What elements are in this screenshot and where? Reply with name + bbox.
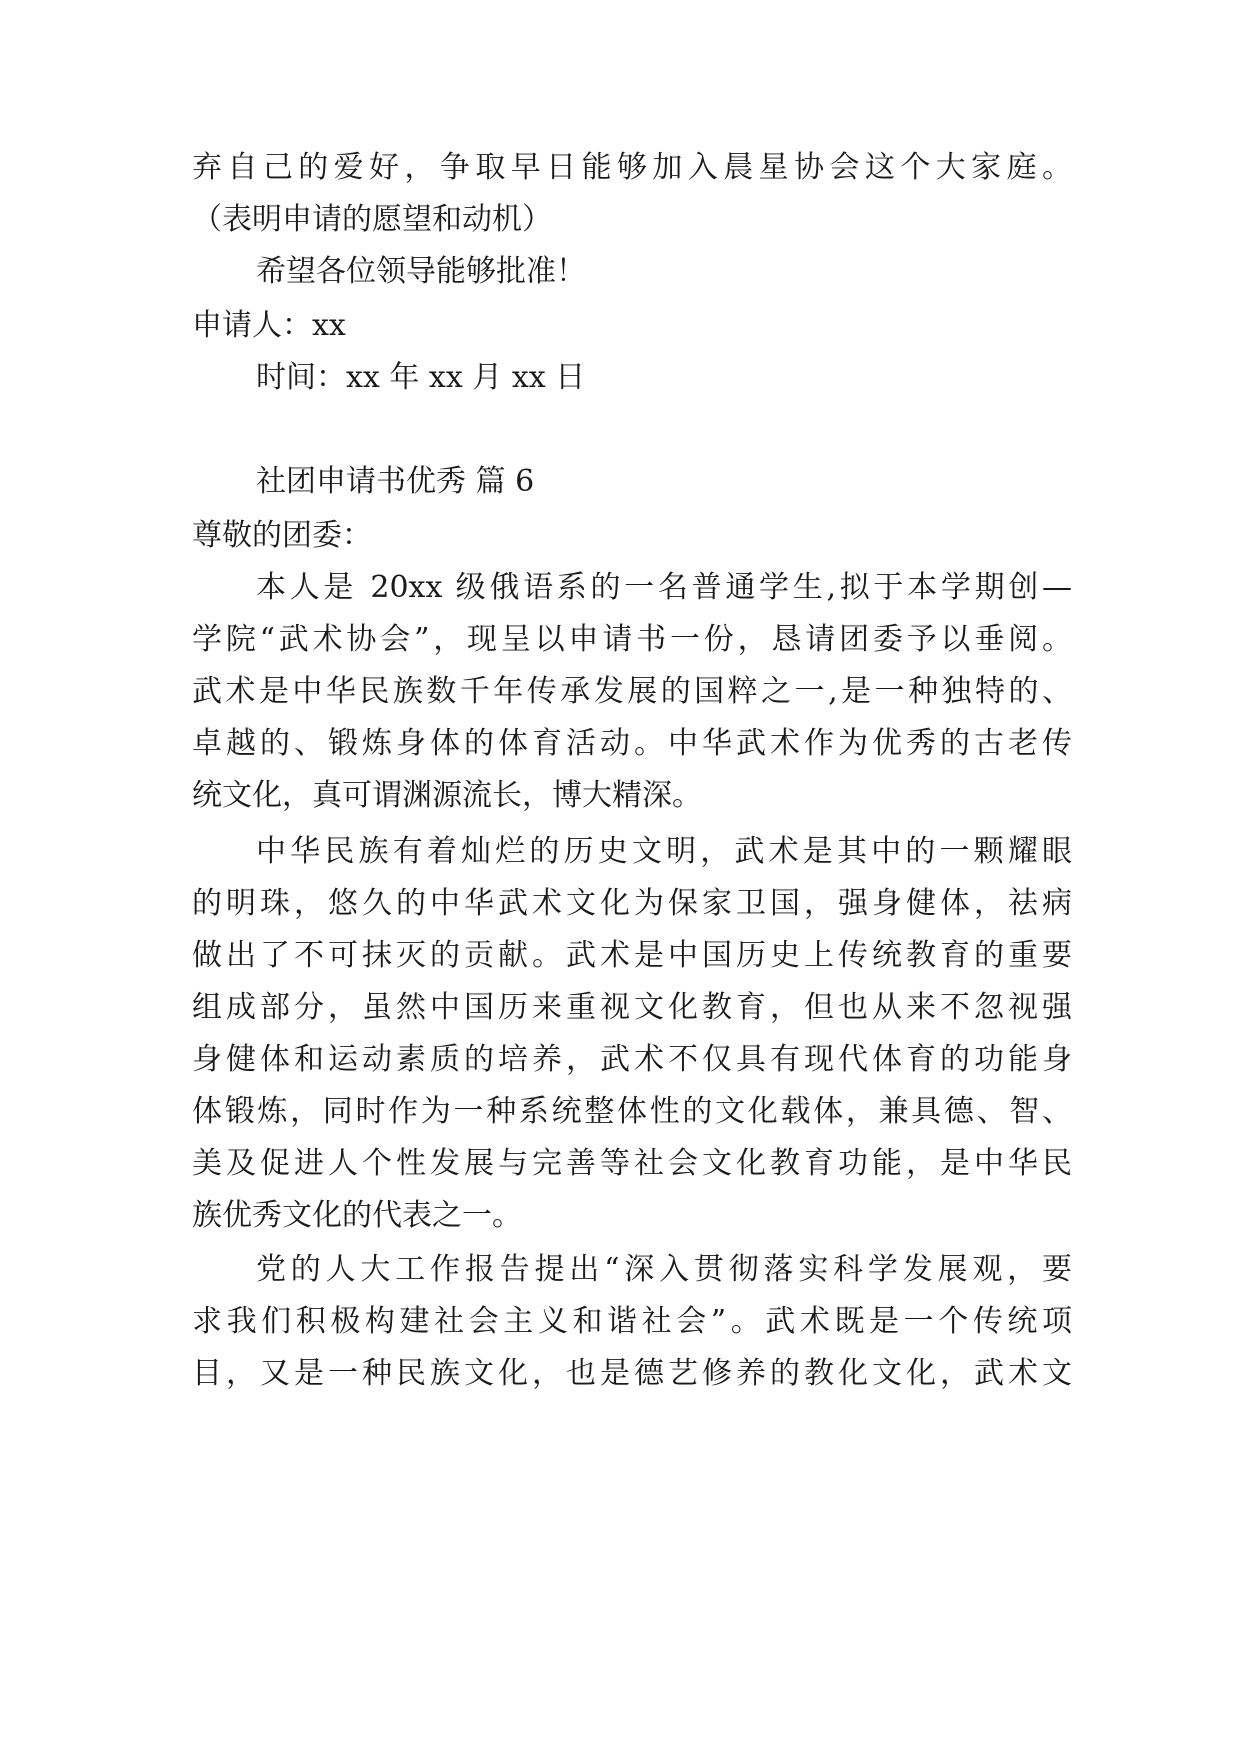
body-text-line: 族优秀文化的代表之一。 — [192, 1198, 522, 1233]
body-text-line: 本人是 20xx 级俄语系的一名普通学生,拟于本学期创— — [256, 570, 1072, 605]
body-text-line: 求我们积极构建社会主义和谐社会”。武术既是一个传统项 — [192, 1304, 1072, 1339]
body-text-line: 卓越的、锻炼身体的体育活动。中华武术作为优秀的古老传 — [192, 726, 1072, 761]
body-text-line: 做出了不可抹灭的贡献。武术是中国历史上传统教育的重要 — [192, 938, 1072, 973]
body-text-line: 统文化，真可谓渊源流长，博大精深。 — [192, 778, 702, 813]
body-text-line: 美及促进人个性发展与完善等社会文化教育功能，是中华民 — [192, 1146, 1072, 1181]
date-line: 时间：xx 年 xx 月 xx 日 — [256, 360, 586, 395]
body-text-line: 武术是中华民族数千年传承发展的国粹之一,是一种独特的、 — [192, 674, 1072, 709]
body-text-line: 组成部分，虽然中国历来重视文化教育，但也从来不忽视强 — [192, 990, 1072, 1025]
body-text-line: 体锻炼，同时作为一种系统整体性的文化载体，兼具德、智、 — [192, 1094, 1072, 1129]
body-text-line: 学院“武术协会”，现呈以申请书一份，恳请团委予以垂阅。 — [192, 622, 1072, 657]
section-heading: 社团申请书优秀 篇 6 — [256, 464, 535, 499]
body-text-line: 中华民族有着灿烂的历史文明，武术是其中的一颗耀眼 — [256, 834, 1072, 869]
salutation: 尊敬的团委： — [192, 518, 372, 553]
body-text-line: 目，又是一种民族文化，也是德艺修养的教化文化，武术文 — [192, 1356, 1072, 1391]
body-text-line: 身健体和运动素质的培养，武术不仅具有现代体育的功能身 — [192, 1042, 1072, 1077]
applicant-line: 申请人：xx — [192, 308, 346, 343]
body-text-line: 弃自己的爱好，争取早日能够加入晨星协会这个大家庭。 — [192, 150, 1072, 185]
closing-text: 希望各位领导能够批准！ — [256, 254, 586, 289]
body-text-line: 的明珠，悠久的中华武术文化为保家卫国，强身健体，祛病 — [192, 886, 1072, 921]
body-text-line: （表明申请的愿望和动机） — [192, 202, 552, 237]
body-text-line: 党的人大工作报告提出“深入贯彻落实科学发展观，要 — [256, 1252, 1072, 1287]
